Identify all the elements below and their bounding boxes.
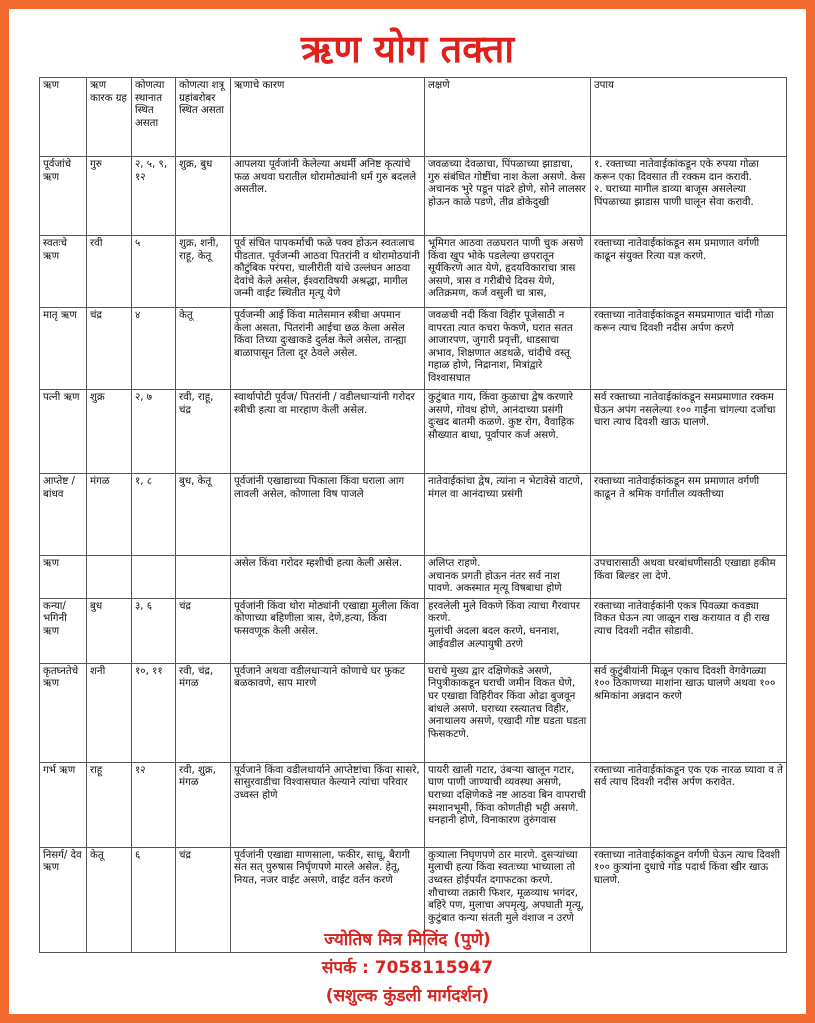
cell-debt-name: आप्तेष्ट /बांधव bbox=[40, 474, 87, 556]
cell-symptoms: भूमिगत आठवा तळघरात पाणी चुक असणे किंवा खुप भोके पडलेल्या छपरातून सूर्यकिरणे आत येणे, हृदयविकाराचा त्रास असणे, त्रास व गरीबीचे दिवस येणे, अतिक्रमण, कर्ज वसुली चा त्रास, bbox=[425, 236, 591, 308]
cell-debt-name: कन्या/भगिनी ऋण bbox=[40, 598, 87, 663]
cell-debt-name: निसर्ग/ देव ऋण bbox=[40, 847, 87, 952]
cell-symptoms: कुत्र्याला निघृणपणे ठार मारणे. दुसऱ्यांच्या मुलाची हत्या किंवा स्वतःच्या भाच्याला तो उध्वस्त होईपर्यंत दगाफटका करणे. शौचाच्या तक्रारी फिशर, मूळव्याध भगंदर, बहिरे पण, मुलाचा अपमृत्यु, अपघाती मृत्यू, कुटुंबात कन्या संतती मुले वंशाज न उरणे bbox=[425, 847, 591, 952]
table-row bbox=[40, 762, 787, 847]
header-house: कोणत्या स्थानात स्थित असता bbox=[132, 78, 176, 157]
cell-planet: चंद्र bbox=[87, 308, 132, 390]
page-title: ऋण योग तक्ता bbox=[300, 27, 515, 71]
header-remedy: उपाय bbox=[591, 78, 787, 157]
cell-cause: पूर्वजाने किंवा वडीलधार्याने आप्तेष्टांचा किंवा सासरे, सासुरवाडीचा विश्वासघात केल्याने त्यांचा परिवार उध्वस्त होणे bbox=[231, 762, 425, 847]
cell-symptoms: हरवलेली मुले विकणे किंवा त्याचा गैरवापर करणे. मुलांची अदला बदल करणे, धननाश, आईवडील अल्पायुषी ठरणे bbox=[425, 598, 591, 663]
table-row bbox=[40, 663, 787, 762]
cell-symptoms: घराचे मुख्य द्वार दक्षिणेकडे असणे, निपुत्रीकाकडून घराची जमीन विकत घेणे, घर एखाद्या विहिरीवर किंवा ओढा बुजवून बांधले असणे. घराच्या रस्त्यातच विहीर, अनाथालय असणे, एखादी गोष्ट घडता घडता फिसकटणे. bbox=[425, 663, 591, 762]
cell-planet: बुध bbox=[87, 598, 132, 663]
cell-remedy: सर्व रक्ताच्या नातेवाईकांकडून समप्रमाणात रक्कम घेऊन अपंग नसलेल्या १०० गाईंना चांगल्या दर्जाचा चारा त्याच दिवशी खाऊ घालणे. bbox=[591, 390, 787, 474]
cell-remedy: रक्ताच्या नातेवाईकांकडून सम प्रमाणात वर्गणी काढून ते श्रमिक वर्गातील व्यक्तीच्या bbox=[591, 474, 787, 556]
debt-yoga-table bbox=[39, 77, 787, 953]
header-debt-name: ऋण bbox=[40, 78, 87, 157]
footer-contact: संपर्क : 7058115947 bbox=[321, 958, 494, 978]
cell-enemy-planets: बुध, केतू bbox=[176, 474, 231, 556]
cell-house bbox=[132, 556, 176, 599]
cell-symptoms: पायरी खाली गटार, उंबऱ्या खालून गटार, घाण पाणी जाण्याची व्यवस्था असणे, घराच्या दक्षिणेकडे नष्ट आठवा बिन वापराची स्मशानभूमी, किंवा कोणतीही भट्टी असणे. धनहानी होणे, विनाकारण तुरुंगवास bbox=[425, 762, 591, 847]
cell-remedy: १. रक्ताच्या नातेवाईकांकडून एके रुपया गोळा करून एका दिवसात ती रक्कम दान करावी. २. घराच्या मागील डाव्या बाजूस असलेल्या पिंपळाच्या झाडास पाणी घालून सेवा करावी. bbox=[591, 157, 787, 236]
cell-house: ५ bbox=[132, 236, 176, 308]
cell-symptoms: जवळच्या देवळाचा, पिंपळाच्या झाडाचा, गुरु संबंधित गोष्टींचा नाश केला असणे. केस अचानक भुरे पडून पांढरे होणे, सोने लालसर होऊन काळे पडणे, तीव्र डोकेदुखी bbox=[425, 157, 591, 236]
cell-enemy-planets bbox=[176, 556, 231, 599]
header-planet: ऋण कारक ग्रह bbox=[87, 78, 132, 157]
table-row bbox=[40, 598, 787, 663]
cell-cause: पूर्वजांनी किंवा थोरा मोठ्यांनी एखाद्या मुलीला किंवा कोणाच्या बहिणीला त्रास, देणे,हत्या, किंवा फसवणूक केली असेल. bbox=[231, 598, 425, 663]
cell-house: ४ bbox=[132, 308, 176, 390]
cell-planet: केतू bbox=[87, 847, 132, 952]
table-header-row bbox=[40, 78, 787, 157]
cell-house: १, ८ bbox=[132, 474, 176, 556]
header-symptoms: लक्षणे bbox=[425, 78, 591, 157]
cell-debt-name: स्वतःचे ऋण bbox=[40, 236, 87, 308]
table-row bbox=[40, 390, 787, 474]
cell-planet: गुरु bbox=[87, 157, 132, 236]
table-row bbox=[40, 556, 787, 599]
cell-cause: पूर्वजाने अथवा वडीलधाऱ्याने कोणाचे घर फुकट बळकावणे, साप मारणे bbox=[231, 663, 425, 762]
cell-remedy: रक्ताच्या नातेवाईकांकडून एक एक नारळ घ्यावा व ते सर्व त्याच दिवशी नदीस अर्पण करावेत. bbox=[591, 762, 787, 847]
cell-cause: आपलया पूर्वजांनी केलेल्या अधर्मी अनिष्ट कृत्यांचे फळ अथवा घरातील थोरामोठ्यांनी धर्म गुरु बदलले असतील. bbox=[231, 157, 425, 236]
cell-planet bbox=[87, 556, 132, 599]
cell-planet: मंगळ bbox=[87, 474, 132, 556]
cell-debt-name: पत्नी ऋण bbox=[40, 390, 87, 474]
cell-planet: शुक्र bbox=[87, 390, 132, 474]
cell-remedy: रक्ताच्या नातेवाईकांकडून सम प्रमाणात वर्गणी काढून संयुक्त रित्या यज्ञ करणे. bbox=[591, 236, 787, 308]
cell-remedy: रक्ताच्या नातेवाईकांनी एकत्र पिवळ्या कवड्या विकत घेऊन त्या जाळून राख करायात व ही राख त्याच दिवशी नदीत सोडावी. bbox=[591, 598, 787, 663]
cell-symptoms: जवळची नदी किंवा विहीर पूजेसाठी न वापरता त्यात कचरा फेकणे, घरात सतत आजारपण, जुगारी प्रवृत्ती, धाडसाचा अभाव, शिक्षणात अडथळे, चांदीचे वस्तू गहाळ होणे, निद्रानाश, मित्रांद्वारे विश्वासघात bbox=[425, 308, 591, 390]
cell-house: ६ bbox=[132, 847, 176, 952]
cell-house: १२ bbox=[132, 762, 176, 847]
cell-remedy: उपचारासाठी अथवा घरबांधणीसाठी एखाद्या हकीम किंवा बिल्डर ला देणे. bbox=[591, 556, 787, 599]
cell-enemy-planets: चंद्र bbox=[176, 847, 231, 952]
cell-enemy-planets: केतू bbox=[176, 308, 231, 390]
cell-enemy-planets: शुक्र, शनी, राहू, केतू bbox=[176, 236, 231, 308]
cell-debt-name: पूर्वजांचे ऋण bbox=[40, 157, 87, 236]
page bbox=[9, 9, 806, 1014]
table-row bbox=[40, 157, 787, 236]
cell-house: २, ५, ९, १२ bbox=[132, 157, 176, 236]
table-row bbox=[40, 474, 787, 556]
header-enemy-planets: कोणत्या शत्रू ग्रहांबरोबर स्थित असता bbox=[176, 78, 231, 157]
cell-planet: राहू bbox=[87, 762, 132, 847]
cell-house: १०, ११ bbox=[132, 663, 176, 762]
cell-enemy-planets: चंद्र bbox=[176, 598, 231, 663]
cell-enemy-planets: शुक्र, बुध bbox=[176, 157, 231, 236]
cell-house: ३, ६ bbox=[132, 598, 176, 663]
cell-planet: शनी bbox=[87, 663, 132, 762]
header-cause: ऋणाचे कारण bbox=[231, 78, 425, 157]
cell-planet: रवी bbox=[87, 236, 132, 308]
cell-symptoms: नातेवाईकांचा द्वेष, त्यांना न भेटावेसे वाटणे, मंगल वा आनंदाच्या प्रसंगी bbox=[425, 474, 591, 556]
cell-symptoms: कुटुंबात गाय, किंवा कुळाचा द्वेष करणारे असणे, गोवध होणे, आनंदाच्या प्रसंगी दुःखद बातमी कळणे. कुष्ट रोग, वैवाहिक सौख्यात बाधा, पूर्वापार कर्ज असणे. bbox=[425, 390, 591, 474]
cell-symptoms: अलिप्त राहणे. अचानक प्रगती होऊन नंतर सर्व नाश पावणे. अकस्मात मृत्यू विषबाधा होणे bbox=[425, 556, 591, 599]
cell-enemy-planets: रवी, चंद्र, मंगळ bbox=[176, 663, 231, 762]
cell-remedy: रक्ताच्या नातेवाईकांकडून वर्गणी घेऊन त्याच दिवशी १०० कुत्र्यांना दुधाचे गोड पदार्थ किंवा खीर खाऊ घालणे. bbox=[591, 847, 787, 952]
cell-remedy: सर्व कुटुंबीयांनी मिळून एकाच दिवशी वेगवेगळ्या १०० ठिकाणच्या माशांना खाऊ घालणे अथवा १०० श्रमिकांना अन्नदान करणे bbox=[591, 663, 787, 762]
cell-debt-name: गर्भ ऋण bbox=[40, 762, 87, 847]
cell-debt-name: मातृ ऋण bbox=[40, 308, 87, 390]
cell-remedy: रक्ताच्या नातेवाईकांकडून समप्रमाणात चांदी गोळा करून त्याच दिवशी नदीस अर्पण करणे bbox=[591, 308, 787, 390]
table-row bbox=[40, 308, 787, 390]
cell-house: २, ७ bbox=[132, 390, 176, 474]
cell-cause: पूर्वजांनी एखाद्याच्या पिकाला किंवा घराला आग लावली असेल, कोणाला विष पाजले bbox=[231, 474, 425, 556]
footer-name: ज्योतिष मित्र मिलिंद (पुणे) bbox=[324, 930, 491, 950]
cell-cause: स्वार्थापोटी पूर्वज/ पितरांनी / वडीलधाऱ्यांनी गरोदर स्त्रीची हत्या वा मारहाण केली असेल. bbox=[231, 390, 425, 474]
cell-enemy-planets: रवी, शुक्र, मंगळ bbox=[176, 762, 231, 847]
cell-debt-name: ऋण bbox=[40, 556, 87, 599]
cell-cause: पूर्व संचित पापकर्माची फळे पक्व होऊन स्वतःलाच पीडतात. पूर्वजन्मी आठवा पितरांनी व थोरामोठयांनी कौटुंबिक परंपरा, चालीरीती यांचे उल्लंघन आठवा देवांचे केले असेल, ईश्वराविषयी अश्रद्धा, मागील जन्मी वाईट स्थितीत मृत्यू येणे bbox=[231, 236, 425, 308]
cell-enemy-planets: रवी, राहू, चंद्र bbox=[176, 390, 231, 474]
cell-cause: पूर्वजांनी एखाद्या माणसाला, फकीर, साधू, बैरागी संत सत् पुरुषास निर्घृणपणे मारले असेल. हेतू, नियत, नजर वाईट असणे, वाईट वर्तन करणे bbox=[231, 847, 425, 952]
footer-service: (सशुल्क कुंडली मार्गदर्शन) bbox=[325, 986, 490, 1006]
cell-debt-name: कृतघ्नतेचे ऋण bbox=[40, 663, 87, 762]
cell-cause: असेल किंवा गरोदर म्हशीची हत्या केली असेल. bbox=[231, 556, 425, 599]
table-row bbox=[40, 236, 787, 308]
cell-cause: पूर्वजन्मी आई किंवा मातेसमान स्त्रीचा अपमान केला असता, पितरांनी आईचा छळ केला असेल किंवा तिच्या दुःखाकडे दुर्लक्ष केले असेल, तान्ह्या बाळापासून तिला दूर ठेवले असेल. bbox=[231, 308, 425, 390]
